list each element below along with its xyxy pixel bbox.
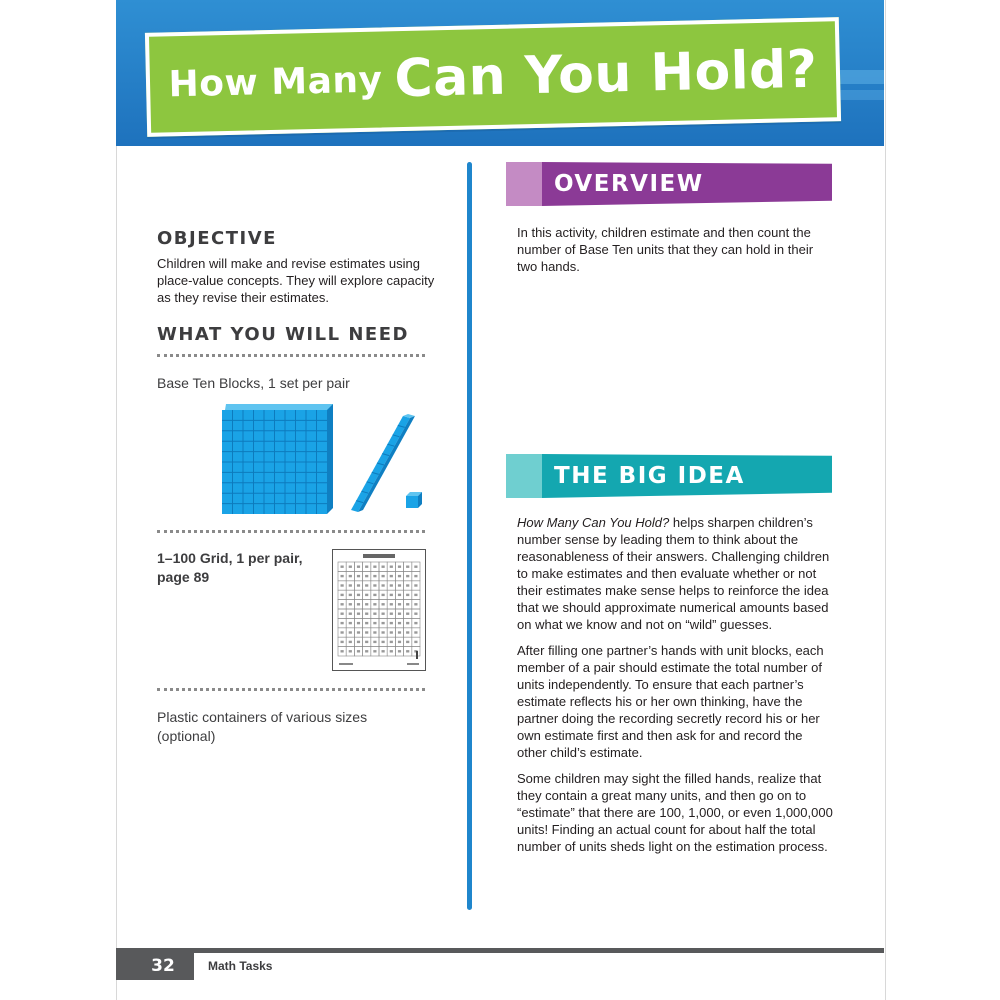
mini-grid-number-mark [406,575,409,577]
mini-grid-number-mark [414,575,417,577]
big-idea-paragraph-2: After filling one partner’s hands with unit blocks, each member of a pair should estimate the total number of units independently. To ensure that each partner’s estimate reflects his or her own thinking, have the partner doing the recording secretly record his or her own estimate first and then ask for and record the other child’s estimate. [517,643,824,760]
mini-grid-number-mark [349,584,352,586]
mini-grid-number-mark [365,594,368,596]
mini-grid-number-mark [341,594,344,596]
mini-grid-number-mark [390,594,393,596]
mini-grid-number-mark [390,566,393,568]
mini-grid-number-mark [398,566,401,568]
mini-grid-number-mark [398,650,401,652]
overview-heading: OVERVIEW [554,171,704,197]
mini-grid-number-mark [341,603,344,605]
mini-grid-number-mark [357,631,360,633]
mini-grid-number-mark [357,641,360,643]
dotted-divider [157,354,425,357]
mini-grid-number-mark [406,566,409,568]
mini-grid-number-mark [357,603,360,605]
big-idea-text [517,514,833,864]
mini-grid-number-mark [414,613,417,615]
footer-rule [116,948,884,953]
mini-grid-number-mark [349,594,352,596]
mini-grid-number-mark [341,566,344,568]
mini-grid-number-mark [373,603,376,605]
mini-grid-number-mark [382,603,385,605]
mini-grid-number-mark [414,631,417,633]
material-item-containers: Plastic containers of various sizes (optional) [157,709,368,744]
mini-grid-number-mark [341,622,344,624]
mini-grid-number-mark [373,594,376,596]
overview-tab [506,162,542,206]
mini-grid-number-mark [349,631,352,633]
material-item-base-ten: Base Ten Blocks, 1 set per pair [157,375,350,391]
mini-grid-number-mark [349,641,352,643]
mini-grid-number-mark [406,622,409,624]
dotted-divider [157,688,425,691]
mini-grid-number-mark [382,641,385,643]
column-divider [467,162,472,910]
mini-grid-number-mark [406,584,409,586]
thumbnail-header [363,554,395,558]
thumbnail-rod-mark [416,651,418,659]
footer-label: Math Tasks [208,959,273,973]
overview-text: In this activity, children estimate and then count the number of Base Ten units that they can hold in their two hands. [517,225,814,274]
mini-grid-number-mark [390,641,393,643]
page-title [149,21,837,133]
mini-grid-number-mark [398,613,401,615]
mini-grid-number-mark [406,641,409,643]
mini-grid-number-mark [365,641,368,643]
mini-grid-number-mark [398,594,401,596]
mini-grid-number-mark [341,584,344,586]
overview-header [506,162,832,206]
mini-grid-number-mark [406,613,409,615]
mini-grid-number-mark [406,603,409,605]
mini-grid-number-mark [373,631,376,633]
mini-grid-number-mark [382,622,385,624]
mini-grid-number-mark [398,641,401,643]
mini-grid-number-mark [341,575,344,577]
mini-grid-number-mark [349,622,352,624]
thumbnail-footer-right [407,663,419,665]
mini-grid-number-mark [414,566,417,568]
mini-grid-number-mark [390,575,393,577]
title-part-2: Can You Hold? [393,39,819,110]
mini-grid-number-mark [365,631,368,633]
mini-grid-number-mark [382,575,385,577]
objective-text: Children will make and revise estimates using place-value concepts. They will explore capacity as they revise their estimates. [157,256,435,305]
mini-grid-number-mark [373,575,376,577]
mini-grid-number-mark [373,613,376,615]
mini-grid-number-mark [341,641,344,643]
mini-grid-number-mark [365,603,368,605]
materials-heading: WHAT YOU WILL NEED [157,324,409,345]
mini-grid-number-mark [365,622,368,624]
title-part-1: How Many [168,59,383,105]
mini-grid-number-mark [357,650,360,652]
mini-grid-number-mark [414,622,417,624]
mini-grid-number-mark [373,650,376,652]
dotted-divider [157,530,425,533]
mini-grid-number-mark [341,613,344,615]
mini-grid-number-mark [398,631,401,633]
big-idea-paragraph-1-text: helps sharpen children’s number sense by leading them to think about the reasonableness of their answers. Challenging children to make estimates and then evaluate whether or not their estimates make sense helps to reinforce the idea that we should approximate numerical amounts based on what we know and not on “wild” guesses. [517,515,830,632]
mini-grid-number-mark [382,650,385,652]
mini-grid-number-mark [365,613,368,615]
mini-grid-number-mark [398,584,401,586]
mini-grid-number-mark [357,575,360,577]
mini-grid-number-mark [406,650,409,652]
mini-grid-number-mark [341,650,344,652]
unit-cube-front [406,496,418,508]
hundred-grid-thumbnail [332,549,426,671]
mini-grid-number-mark [390,622,393,624]
mini-grid-number-mark [349,603,352,605]
mini-grid-number-mark [357,613,360,615]
activity-title-italic: How Many Can You Hold? [517,515,670,530]
mini-grid-number-mark [365,584,368,586]
mini-grid-number-mark [382,613,385,615]
mini-grid-number-mark [373,584,376,586]
mini-grid-number-mark [390,584,393,586]
mini-grid-number-mark [390,613,393,615]
mini-grid-number-mark [373,641,376,643]
mini-grid-number-mark [357,566,360,568]
thumbnail-footer-left [339,663,353,665]
big-idea-paragraph-3: Some children may sight the filled hands, realize that they contain a great many units, and then go on to “estimate” that there are 100, 1,000, or even 1,000,000 units! Finding an actual count for about half the total number of units sheds light on the estimation process. [517,771,833,854]
mini-grid-number-mark [414,603,417,605]
flat-side-face [327,404,333,514]
title-box [145,17,841,137]
mini-grid-number-mark [406,631,409,633]
big-idea-heading: THE BIG IDEA [554,463,745,489]
mini-grid-number-mark [365,575,368,577]
big-idea-tab [506,454,542,498]
mini-grid-number-mark [414,594,417,596]
mini-grid-number-mark [373,566,376,568]
mini-grid-number-mark [341,631,344,633]
mini-grid-number-mark [382,631,385,633]
mini-grid-number-mark [349,650,352,652]
mini-grid-number-mark [406,594,409,596]
mini-grid-number-mark [390,631,393,633]
big-idea-paragraph-1 [517,514,833,633]
mini-grid-number-mark [365,650,368,652]
hundred-grid-graphic [333,550,425,670]
mini-grid-number-mark [398,622,401,624]
page-number: 32 [151,956,175,976]
flat-top-face [225,404,333,410]
mini-grid-number-mark [357,594,360,596]
page-footer [116,948,884,980]
mini-grid-number-mark [382,594,385,596]
mini-grid-number-mark [414,584,417,586]
objective-heading: OBJECTIVE [157,228,277,249]
mini-grid-cells [338,562,420,656]
mini-grid-number-mark [398,603,401,605]
mini-grid-number-mark [382,566,385,568]
mini-grid-number-mark [390,650,393,652]
mini-grid-number-mark [349,566,352,568]
mini-grid-number-mark [349,575,352,577]
mini-grid-number-mark [414,641,417,643]
mini-grid-number-mark [398,575,401,577]
base-ten-blocks-illustration [222,404,428,516]
mini-grid-number-mark [373,622,376,624]
material-item-grid: 1–100 Grid, 1 per pair, page 89 [157,550,303,585]
mini-grid-number-mark [390,603,393,605]
mini-grid-number-mark [357,584,360,586]
big-idea-header [506,454,832,498]
mini-grid-number-mark [382,584,385,586]
mini-grid-number-mark [349,613,352,615]
mini-grid-number-mark [357,622,360,624]
mini-grid-number-mark [365,566,368,568]
